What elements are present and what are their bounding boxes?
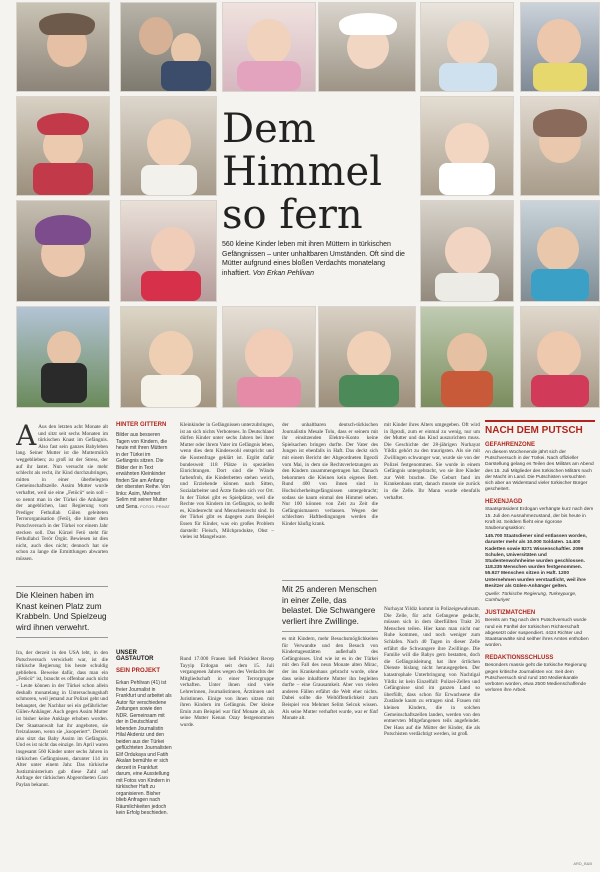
column-3-text: der unhaltbaren deutsch-türkischen Journalistin Mesale Tolu, dass er seinem mit ihr einsitzenden Elektro-Konto keine Spielsachen bringen durfte. Der Vater des Jungen ist ebenfalls in Haft. Das deckt sich mit einem Bericht der Abgeordneten Ilgezdi vom Mai, in dem sie Rechtsverletzungen an den Kindern zusammengetragen hat. Danach bekommen die Kleinen kein eigenes Bett. Rund 400 von ihnen sind in Hochsicherheitsgefängnissen untergebracht; sodass sie kaum einmal den Himmel sehen. Nur 100 können von Zeit zu Zeit die Gefängnismauern verlassen. Wegen der schlechten Haftbedingungen werden die Kinder häufig krank.: [282, 422, 378, 527]
child-photo-5: [420, 2, 514, 92]
page-footer: ARD_B&B: [573, 861, 592, 866]
sidebar-hinter-text: [116, 432, 172, 522]
child-photo-7: [16, 96, 110, 196]
sidebar-sein-head: SEIN PROJEKT: [116, 668, 161, 674]
child-photo-19: [420, 306, 514, 408]
teaser-author: Von Erkan Pehlivan: [252, 269, 314, 277]
info-box-head-1: GEFAHRENZONE: [485, 442, 536, 448]
teaser-text: 560 kleine Kinder leben mit ihren Müttern in türkischen Gefängnissen – unter unhaltbaren Umständen. Oft sind die Mütter aufgrund eines bloßen Verdachts monatelang inhaftiert.: [222, 241, 405, 277]
child-photo-1: [16, 2, 110, 92]
body-column-1b: [16, 650, 108, 860]
sidebar-sein-text: Erkan Pehlivan (41) ist freier Journalist in Frankfurt und arbeitet als Autor für verschiedene Zeitungen sowie den NDR. Gemeinsam mit der in Deutschland lebenden Journalistin Hilal Akdeniz und den beiden aus der Türkei geflüchteten Journalisten Elif Ordukaya und Fatih Akalan bemühte er sich derzeit in Frankfurt darum, eine Ausstellung mit Fotos von Kindern in türkischer Haft zu organisieren. Bisher blieb Anfragen nach Räumlichkeiten jedoch kein Erfolg beschieden.: [116, 680, 172, 816]
headline-line-1: Dem: [222, 106, 316, 152]
child-photo-17: [222, 306, 316, 408]
info-box-text-3: Bereits am Tag nach dem Putschversuch wurde rund ein Fünftel der türkischen Richterschaft abgesetzt oder suspendiert. 4424 Richter und Staatsanwälte sind seither ihres Amtes enthoben worden.: [485, 618, 589, 649]
child-photo-14: [520, 200, 600, 302]
child-photo-8: [120, 96, 217, 196]
info-box-head-4: REDAKTIONSSCHLUSS: [485, 655, 554, 662]
sidebar-hinter-body: Bilder aus besseren Tagen von Kindern, die heute mit ihren Müttern in der Türkei im Gefängnis sitzen. Die Bilder der in Text erwähnten Kleinkinder finden Sie am Anfang der obersten Reihe. Von links: Asim, Mehmet Selim mit seiner Mutter und Sena.: [116, 432, 170, 510]
info-box-head-3: JUSTIZMATCHEN: [485, 610, 536, 617]
body-column-2b: [180, 656, 274, 860]
info-box-stats: 145.700 Staatsdiener sind entlassen worden, darunter mehr als 10.000 Soldaten. 14.400 Kadetten sowie 8271 Wissenschaftler. 2099 Schulen, Universitäten und Studentenwohnheime wurden geschlossen. 118.235 Menschen wurden festgenommen. 55.927 Menschen sitzen in Haft. 1200 Unternehmen wurden verstaatlicht, weil ihre Besitzer als Gülen-Anhänger gelten.: [485, 534, 587, 589]
child-photo-13: [420, 200, 514, 302]
teaser: [222, 240, 414, 278]
child-photo-4: [318, 2, 416, 92]
column-1b-text: Ira, der derzeit in den USA lebt, in den Putschversuch verwickelt war, ist die türkische Regierung bis heute schuldig geblieben. Beweise dafür, dass man ein „Fetöcü“ ist, braucht es offenbar auch nicht – Leute können in der Türkei schon allein deshalb monatelang in Untersuchungshaft schmoren, weil jemand zur Polizei geht und behauptet, der Nachbar sei ein gefährlicher Gülen-Anhänger. Auch gegen Assim Mutter ist bisher keine Anklage erhoben worden. Der Staatsanwalt hat ihr angeboten, sie freizulassen, wenn sie „kooperiert“. Derzeit also sitzt das Baby Assim im Gefängnis. Und es ist nicht das einzige. Im April waren insgesamt 560 Kinder unter sechs Jahren in türkischen Gefängnissen, darunter 114 im Alter unter einem Jahr. Das türkische Justizministerium gab diese Zahl auf Anfrage der türkischen Abgeordneten Garo Paylan bekannt.: [16, 650, 108, 788]
child-photo-11: [16, 200, 110, 302]
child-photo-18: [318, 306, 416, 408]
child-photo-3: [222, 2, 316, 92]
sidebar-unser-head: UNSER GASTAUTOR: [116, 650, 154, 662]
child-photo-2: [120, 2, 217, 92]
sidebar-hinter-head: HINTER GITTERN: [116, 422, 167, 428]
body-column-3: [282, 422, 378, 572]
info-box-head-2: HEXENJAGD: [485, 499, 523, 506]
info-box-text-1: An diesem Wochenende jährt sich der Putschversuch in der Türkei. Nach offizieller Darstellung gelang es Teilen des Militärs am Abend des 15. Juli Mitglieder des türkischen Militärs nach der Macht im Land. Die Putschisten versuchten sich aber an Widerstand vieler türkischer Bürger gescheitert.: [485, 450, 594, 493]
headline-line-2: Himmel: [222, 149, 382, 195]
pull-quote-1-text: Die Kleinen haben im Knast keinen Platz zum Krabbeln. Und Spielzeug wird ihnen verwehrt.: [16, 591, 107, 632]
info-box-stats-source: Quelle: Türkische Regierung, Turkeypurge, Cumhuriyet: [485, 592, 577, 604]
drop-cap: A: [16, 424, 37, 452]
column-3b-text: es mit Kindern, mehr Besuchsmöglichkeiten für Verwandte und den Besuch von Kindertagesstätten außerhalb des Gefängnisses. Und wie ist es in der Türkei mit den Fall des neun Monate alten Mirac, der ins Krankenhaus gebracht wurde, ohne dass seine inhaftierte Mutter ihn begleiten durfte – eine Grausamkeit. Aber von vielen anderen Fällen erfährt die Welt eher nichts. Dabei sollte die Weltöffentlichkeit zum Beispiel von Mehmet Selim Selcuk wissen. Als seine Mutter verhaftet wurde, war er fünf Monate alt.: [282, 636, 378, 722]
child-photo-10: [520, 96, 600, 196]
child-photo-15: [16, 306, 110, 408]
child-photo-6: [520, 2, 600, 92]
column-4b-text: Nurhayat Yildiz kommt in Polizeigewahrsam. Die Zelle, für acht Gefangene gedacht, müssen sich in dem überfüllten Trakt 26 Menschen teilen. Hier kann man nicht nur Ruhe kommen, und noch weniger zum Schlafen. Nach 40 Tagen in dieser Zelle erfährt die Schwangere ihre Zwillinge. Die Familie will die Babys gern bestatten, doch die Gefängnisleitung hat ihre örtlichen Dienste bislang nicht herausgegeben. Der katastrophale Unterbringung von Nachtigal Yildiz ist kein Einzelfall: Polizei-Zellen und Gefängnisse sind im ganzen Land so überfüllt, dass schon für Erwachsene die Zustände kaum zu ertragen sind. Frauen mit kleinen Kindern, die in solchen Gemeinschaftszellen landen, werden von den entnervten Mitgefangenen teils angefeindet. Der Hass auf die Mütter der Kinder, die als Putschisten verdächtigt werden, ist groß.: [384, 606, 480, 738]
body-column-1: [16, 424, 108, 574]
body-column-2: [180, 422, 274, 652]
pull-quote-2-text: Mit 25 anderen Menschen in einer Zelle, das belastet. Die Schwangere verliert ihre Zwillinge.: [282, 585, 377, 626]
column-2b-text: Rund 17.000 Frauen ließ Präsident Recep Tayyip Erdogan seit dem 15. Juli vergangenen Jahres wegen des Verdachts der Mitgliedschaft in einer Terrorgruppe verhaften. Unter ihnen sind viele Lehrerinnen, Journalistinnen, Ärztinnen und Juristinnen. Einige von ihnen sitzen mit ihren Kindern im Gefängnis. Der kleine Emin zum Beispiel war fünf Monate alt, als seine Mutter Kenan Ozay festgenommen wurde.: [180, 656, 274, 728]
sidebar-hinter-credit: FOTOS: PRIVAT: [140, 503, 170, 509]
child-photo-20: [520, 306, 600, 408]
info-box-text-4: Besonders massiv geht die türkische Regierung gegen kritische Journalisten vor. Seit dem Putschversuch sind rund 150 Medienkanäle verboten worden, etwa 2500 Medienschaffende verloren ihre Arbeit.: [485, 663, 587, 694]
child-photo-16: [120, 306, 217, 408]
column-1-text: Aus den letzten acht Monate alt und sitzt seit sechs Monaten im türkischen Knast im Gefängnis. Also fast sein ganzes Babyleben lang. Seiner Mutter ist die Muttermilch weggeblieben; zu groß ist der Stress, der auf ihr lastet. Nun versucht sie mehr schlecht als recht, ihr Kind durchzubringen, mitten in einer überbelegten Gemeinschaftszelle. Assim Mutter wurde verhaftet, weil sie eine „Fetöcü“ sein soll – so nennt man in der Türkei die Anhänger der angeblichen, laut Regierung vom Prediger Fethullah Gülen geleiteten Terrororganisation (Fetö), die hinter dem Putschversuch in der Türkei vor einem Jahr stecken soll. Das Kürzel Fetö steht für Fethullahci Terör Örgüt. Bewiesen ist dies nicht, auch dies nicht; dennoch hat sie schon zu lange die Ermittlungen abwarten müssen.: [16, 424, 108, 562]
headline: [222, 108, 407, 237]
info-box-title: NACH DEM PUTSCH: [485, 420, 595, 436]
child-photo-12: [120, 200, 217, 302]
child-photo-9: [420, 96, 514, 196]
info-box-text-2: Staatspräsident Erdogan verhängte kurz nach dem 15. Juli den Ausnahmezustand, der bis heute in Kraft ist. Seitdem flieht eine rigorose Säuberungsaktion:: [485, 507, 594, 532]
body-column-3b: [282, 636, 378, 860]
column-2-text: Kleinkinder in Gefängnissen unterzubringen, ist an sich nichts Verbotenes. In Deutschland dürfen Kinder unter sechs Jahren bei ihrer Mutter oder ihrem Vater im Gefängnis leben, wenn dies dem Kindeswohl entspricht und die Kostenfrage geklärt ist. Ergibt dafür bundesweit 118 Plätze in speziellen Einrichtungen. Dort sind die Wände farbenfroh, die Kinderbetten stehen weich, und Erziehende können nach Sitten, Sozialarbeiter und Ärzte finden sich vor Ort. In der Türkei gibt es Spielplätze, weil die Rechte von Kindern im Gefängnis, so heißt es, Kindesrecht und Menschenrecht sind. In der Türkei gibt es dagegen zum Beispiel Essen für Kinder, was ein großes Problem darstellt: Fleisch, Milchprodukte, Obst – vieles ist Mangelware.: [180, 422, 274, 541]
pull-quote-1: [16, 586, 108, 638]
body-column-4: [384, 422, 480, 602]
info-box: [485, 420, 595, 850]
body-column-4b: [384, 606, 480, 860]
column-4-text: mit Kinder ihres Alters umgegeben. Oft wird in Ilgezdi, zum er einmal zu wenig, nur um der Mutter und das Kind auszurichten muss. Die Geschichte der 28-jährigen Nurhayat Yildiz gehört zu den traurigsten. Als sie mit Zwillingen schwanger war, wurde sie von der Polizei festgenommen. Sie wurde in einem Gefängnis untergebracht, wo sie ihre Kinder zur Welt brachte. Die Geburt fand im Krankenhaus statt, danach musste sie zurück in die Zelle. Ihr Mann wurde ebenfalls verhaftet.: [384, 422, 480, 501]
headline-line-3: so fern: [222, 192, 363, 238]
pull-quote-2: [282, 580, 378, 632]
